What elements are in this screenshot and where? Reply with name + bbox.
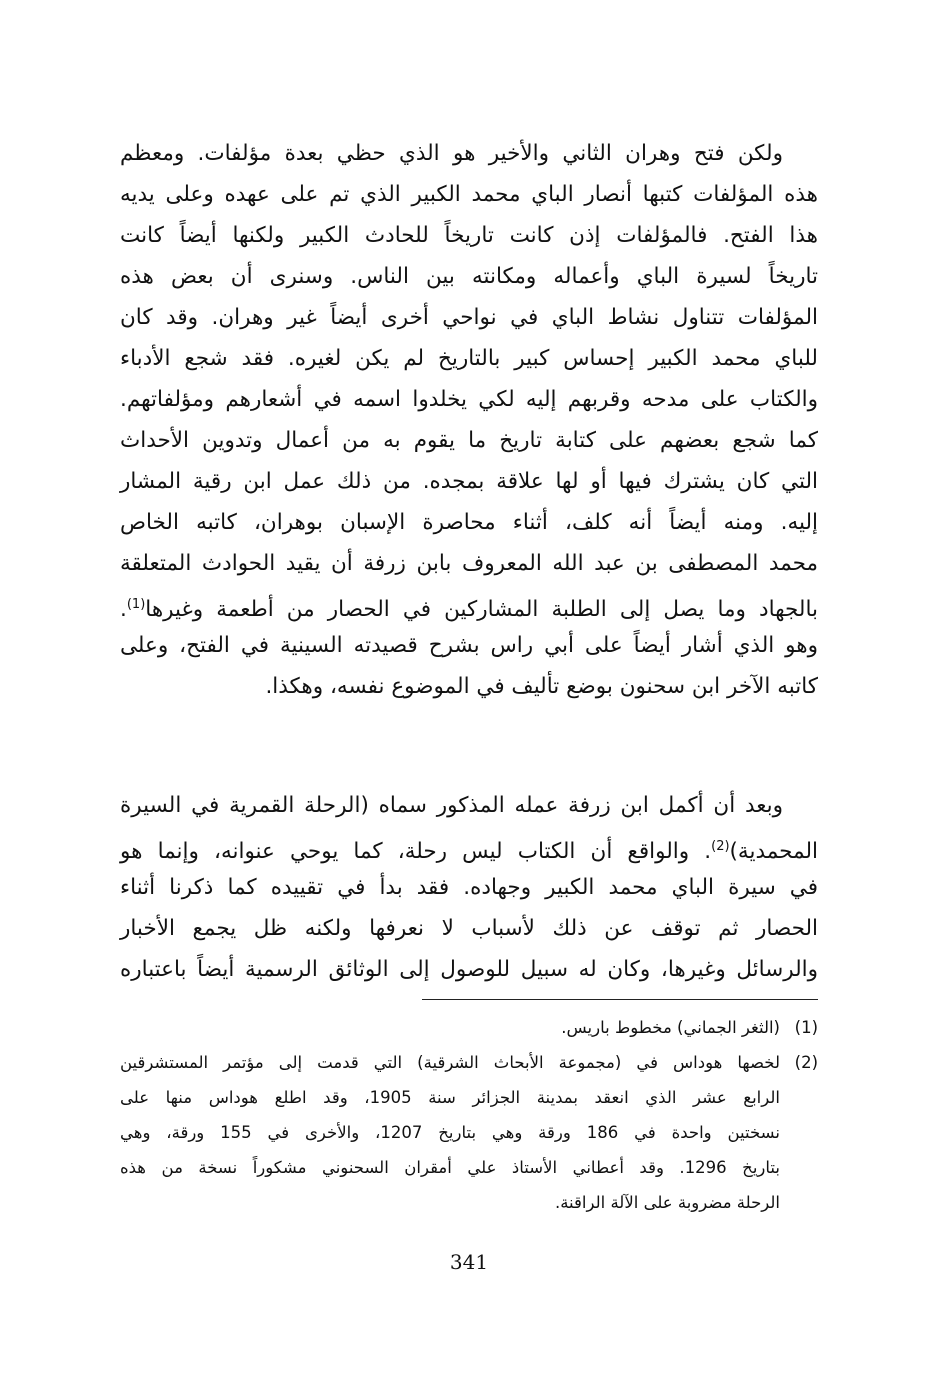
text-line-with-footnote-ref [120,833,818,863]
text-line: كاتبه الآخر ابن سحنون بوضع تأليف في الموضوع نفسه، وهكذا. [265,674,818,699]
footnote-separator [422,999,818,1000]
footnote-number: (1) [794,1018,818,1037]
footnote-text: الرحلة مضروبة على الآلة الراقنة. [554,1193,780,1212]
page-number: 341 [449,1250,489,1274]
footnote-number: (2) [794,1053,818,1072]
text-segment: المحمدية) [729,839,818,865]
text-line: وهو الذي أشار أيضاً على أبي راس بشرح قصيدته السينية في الفتح، وعلى [120,633,818,658]
text-line-with-footnote-ref [120,591,818,621]
footnote-ref-1: (1) [126,597,146,612]
text-line: كما شجع بعضهم على كتابة تاريخ ما يقوم به من أعمال وتدوين الأحداث [120,428,818,453]
text-line: تاريخاً لسيرة الباي وأعماله ومكانته بين الناس. وسنرى أن بعض هذه [120,264,818,289]
footnote-text: الرابع عشر الذي انعقد بمدينة الجزائر سنة 1905، وقد اطلع هوداس منها على [120,1088,780,1107]
text-line: وبعد أن أكمل ابن زرفة عمله المذكور سماه (الرحلة القمرية في السيرة [120,793,783,818]
text-line: إليه. ومنه أيضاً أنه كلف، أثناء محاصرة الإسبان بوهران، كاتبه الخاص [120,510,818,535]
text-line: ولكن فتح وهران الثاني والأخير هو الذي حظي بعدة مؤلفات. ومعظم [120,141,783,166]
text-line: التي كان يشترك فيها أو لها علاقة بمجده. من ذلك عمل ابن رقية المشار [120,469,818,494]
text-line: هذه المؤلفات كتبها أنصار الباي محمد الكبير الذي تم على عهده وعلى يديه [120,182,818,207]
text-line: الحصار ثم توقف عن ذلك لأسباب لا نعرفها ولكنه ظل يجمع الأخبار [120,916,818,941]
footnote-text: لخصها هوداس في (مجموعة الأبحاث الشرقية) التي قدمت إلى مؤتمر المستشرقين [120,1053,780,1072]
text-line: هذا الفتح. فالمؤلفات إذن كانت تاريخاً للحادث الكبير ولكنها أيضاً كانت [120,223,818,248]
footnote-text: نسختين واحدة في 186 ورقة وهي بتاريخ 1207، والأخرى في 155 ورقة، وهي [120,1123,780,1142]
footnote-text: بتاريخ 1296. وقد أعطاني الأستاذ علي أمقران السحنوني مشكوراً نسخة من هذه [120,1158,780,1177]
text-line: محمد المصطفى بن عبد الله المعروف بابن زرفة أن يقيد الحوادث المتعلقة [120,551,818,576]
text-line: والكتاب على مدحه وقربهم إليه لكي يخلدوا اسمه في أشعارهم ومؤلفاتهم. [120,387,818,412]
text-segment: . [120,597,127,623]
text-line: المؤلفات تتناول نشاط الباي في نواحي أخرى أيضاً غير وهران. وقد كان [120,305,818,330]
text-segment: بالجهاد وما يصل إلى الطلبة المشاركين في الحصار من أطعمة وغيرها [145,597,818,623]
footnote-ref-2: (2) [711,839,730,854]
text-segment: . والواقع أن الكتاب ليس رحلة، كما يوحي عنوانه، وإنما هو [120,839,712,865]
text-line: للباي محمد الكبير إحساس كبير بالتاريخ لم يكن لغيره. فقد شجع الأدباء [120,346,818,371]
text-line: في سيرة الباي محمد الكبير وجهاده. فقد بدأ في تقييده كما ذكرنا أثناء [120,875,818,900]
footnote-text: (الثغر الجماني) مخطوط باريس. [561,1018,780,1037]
text-line: والرسائل وغيرها، وكان له سبيل للوصول إلى الوثائق الرسمية أيضاً باعتباره [120,957,818,982]
